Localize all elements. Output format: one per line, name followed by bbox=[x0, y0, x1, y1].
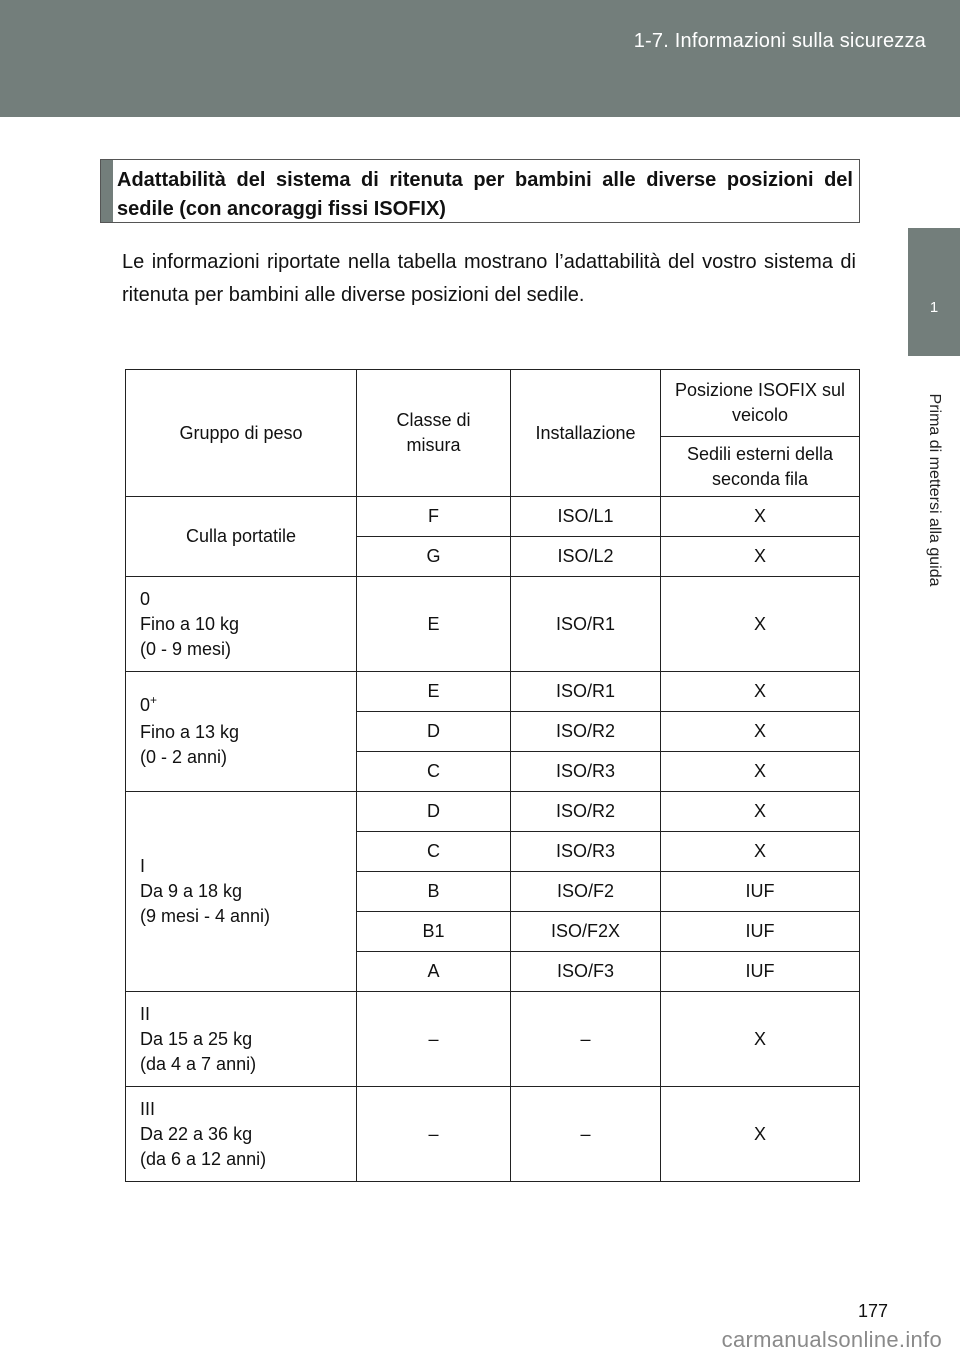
chapter-tab-number: 1 bbox=[929, 299, 939, 316]
weight-group-line: Da 15 a 25 kg bbox=[140, 1028, 253, 1049]
installation-cell: ISO/F3 bbox=[511, 952, 661, 992]
weight-group-line: Da 9 a 18 kg bbox=[140, 881, 243, 901]
installation-cell: ISO/R3 bbox=[511, 832, 661, 872]
outer-seat-suitability-cell: X bbox=[661, 1087, 860, 1182]
section-heading-accent bbox=[101, 160, 113, 222]
section-heading: Adattabilità del sistema di ritenuta per bambini alle diverse posizioni del sedile (con ancoraggi fissi ISOFIX) bbox=[117, 169, 853, 220]
size-class-cell: A bbox=[357, 952, 511, 992]
header-isofix-position bbox=[661, 370, 860, 437]
weight-group-line: I bbox=[140, 856, 146, 876]
weight-group-line: Fino a 13 kg bbox=[140, 722, 240, 742]
section-heading-box bbox=[100, 159, 860, 223]
weight-group-superscript: + bbox=[150, 693, 158, 707]
weight-group-line: 0 bbox=[140, 588, 151, 609]
header-weight-group: Gruppo di peso bbox=[126, 370, 357, 497]
installation-cell: ISO/R2 bbox=[511, 712, 661, 752]
header-installation: Installazione bbox=[511, 370, 661, 497]
installation-cell: ISO/F2X bbox=[511, 912, 661, 952]
weight-group-cell bbox=[126, 577, 357, 672]
outer-seat-suitability-cell: X bbox=[661, 992, 860, 1087]
installation-cell: ISO/R1 bbox=[511, 577, 661, 672]
outer-seat-suitability-cell: X bbox=[661, 752, 860, 792]
size-class-cell: – bbox=[357, 1087, 511, 1182]
table-row bbox=[126, 497, 860, 537]
chapter-heading: 1-7. Informazioni sulla sicurezza bbox=[633, 30, 926, 52]
installation-cell: ISO/F2 bbox=[511, 872, 661, 912]
size-class-cell: G bbox=[357, 537, 511, 577]
table-row bbox=[126, 792, 860, 832]
table-row bbox=[126, 992, 860, 1087]
chapter-side-label: Prima di mettersi alla guida bbox=[926, 393, 943, 587]
header-size-class bbox=[357, 370, 511, 497]
header-outer-seats bbox=[661, 437, 860, 497]
installation-cell: ISO/L1 bbox=[511, 497, 661, 537]
outer-seat-suitability-cell: IUF bbox=[661, 912, 860, 952]
weight-group-line: (da 6 a 12 anni) bbox=[140, 1148, 267, 1169]
header-band bbox=[0, 0, 960, 117]
chapter-tab bbox=[908, 228, 960, 356]
weight-group-line: III bbox=[140, 1098, 156, 1119]
watermark: carmanualsonline.info bbox=[721, 1327, 942, 1352]
outer-seat-suitability-cell: X bbox=[661, 497, 860, 537]
weight-group-line: II bbox=[140, 1003, 151, 1024]
weight-group-line: Culla portatile bbox=[185, 526, 297, 546]
size-class-cell: C bbox=[357, 752, 511, 792]
size-class-cell: C bbox=[357, 832, 511, 872]
weight-group-line: Fino a 10 kg bbox=[140, 613, 240, 634]
outer-seat-suitability-cell: IUF bbox=[661, 872, 860, 912]
size-class-cell: F bbox=[357, 497, 511, 537]
outer-seat-suitability-cell: IUF bbox=[661, 952, 860, 992]
size-class-cell: E bbox=[357, 672, 511, 712]
installation-cell: ISO/R2 bbox=[511, 792, 661, 832]
size-class-cell: E bbox=[357, 577, 511, 672]
size-class-cell: B bbox=[357, 872, 511, 912]
installation-cell: ISO/L2 bbox=[511, 537, 661, 577]
table-row bbox=[126, 672, 860, 712]
size-class-cell: D bbox=[357, 792, 511, 832]
header-size-class-label: Classe di misura bbox=[396, 410, 471, 455]
outer-seat-suitability-cell: X bbox=[661, 712, 860, 752]
isofix-suitability-table bbox=[125, 369, 860, 1182]
table-header-row bbox=[126, 370, 860, 437]
installation-cell: ISO/R3 bbox=[511, 752, 661, 792]
weight-group-line: (da 4 a 7 anni) bbox=[140, 1053, 257, 1074]
installation-cell: – bbox=[511, 992, 661, 1087]
weight-group-cell bbox=[126, 672, 357, 792]
weight-group-cell bbox=[126, 1087, 357, 1182]
weight-group-line: (0 - 2 anni) bbox=[140, 747, 228, 767]
weight-group-cell bbox=[126, 992, 357, 1087]
size-class-cell: – bbox=[357, 992, 511, 1087]
installation-cell: ISO/R1 bbox=[511, 672, 661, 712]
table-row bbox=[126, 1087, 860, 1182]
header-outer-seats-label: Sedili esterni della seconda fila bbox=[686, 443, 834, 489]
weight-group-cell bbox=[126, 497, 357, 577]
weight-group-line: (0 - 9 mesi) bbox=[140, 638, 232, 659]
outer-seat-suitability-cell: X bbox=[661, 832, 860, 872]
outer-seat-suitability-cell: X bbox=[661, 577, 860, 672]
weight-group-line: Da 22 a 36 kg bbox=[140, 1123, 253, 1144]
header-isofix-position-label: Posizione ISOFIX sul veicolo bbox=[674, 380, 846, 425]
installation-cell: – bbox=[511, 1087, 661, 1182]
size-class-cell: D bbox=[357, 712, 511, 752]
outer-seat-suitability-cell: X bbox=[661, 537, 860, 577]
intro-paragraph: Le informazioni riportate nella tabella mostrano l’adattabilità del vostro sistema di ritenuta per bambini alle diverse posizioni del sedile. bbox=[122, 251, 856, 306]
outer-seat-suitability-cell: X bbox=[661, 792, 860, 832]
size-class-cell: B1 bbox=[357, 912, 511, 952]
table-row bbox=[126, 577, 860, 672]
weight-group-line: 0 bbox=[140, 695, 151, 715]
weight-group-line: (9 mesi - 4 anni) bbox=[140, 906, 271, 926]
weight-group-cell bbox=[126, 792, 357, 992]
outer-seat-suitability-cell: X bbox=[661, 672, 860, 712]
page-number: 177 bbox=[857, 1301, 888, 1321]
